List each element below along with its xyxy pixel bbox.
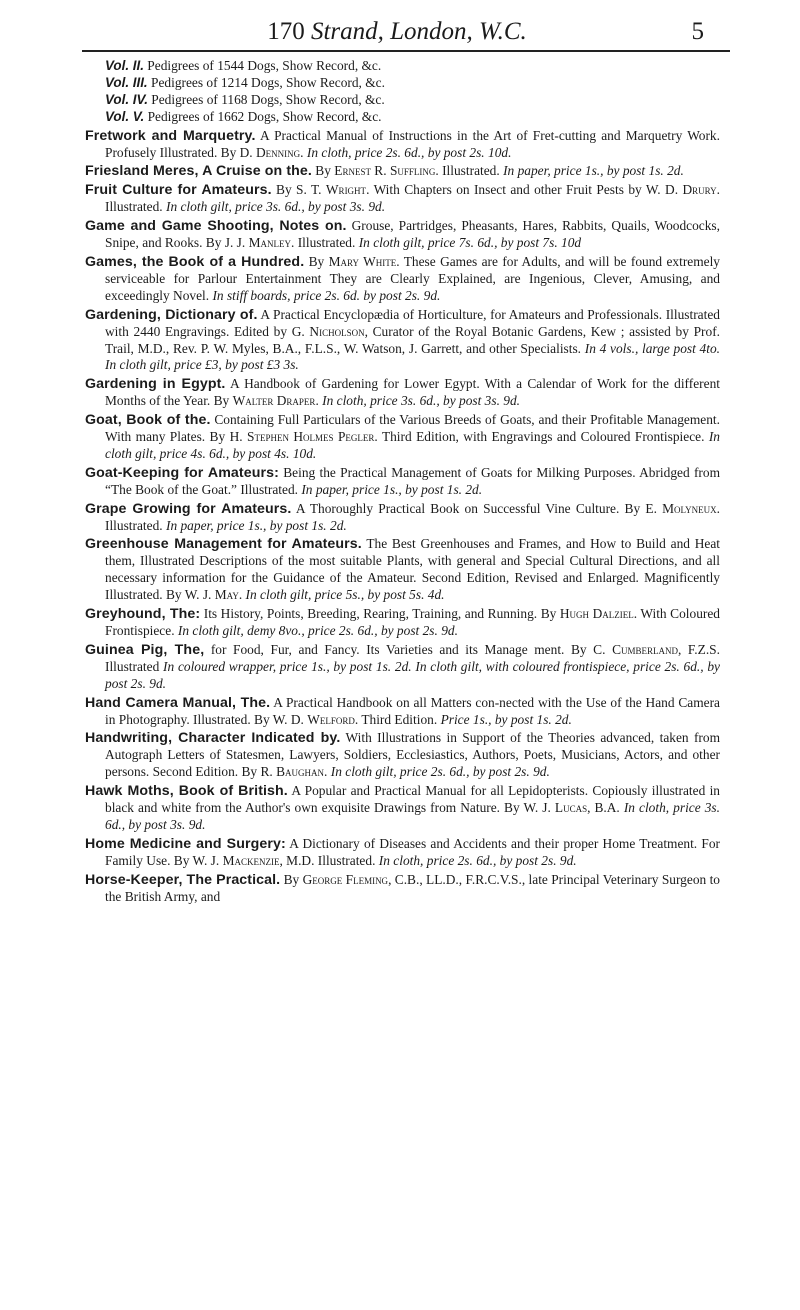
entry-headword: Goat-Keeping for Amateurs: [85,464,279,481]
entry-description: . [324,764,331,780]
entry-headword: Greyhound, The: [85,606,201,623]
catalogue-entry [85,465,720,499]
catalogue-entry [85,218,720,252]
entry-description: Its History, Points, Breeding, Rearing, Training, and Running. By [200,606,560,622]
page-title-prefix: 170 [267,18,305,45]
page-title-address: Strand, London, W.C. [310,18,527,45]
volume-line [85,109,720,126]
entry-description: Grouse, Partridges, Pheasants, Hares, Rabbits, Quails, Woodcocks, Snipe, and Rooks. By J. J. [105,218,720,251]
entry-author: Nicholson [309,323,365,339]
entry-author: Wright [325,182,367,198]
entry-price: In paper, price 1s., by post 1s. 2d. [165,517,347,533]
volume-label: Vol. III. [105,74,148,90]
catalogue-entry [85,872,720,906]
entry-price: In cloth, price 3s. 6d., by post 3s. 9d. [105,800,720,832]
entry-author: Molyneux [662,500,717,516]
entry-author: Ernest R. Suffling [334,163,436,179]
catalogue-entry [85,536,720,604]
entry-description: . [315,393,323,409]
volume-line [85,58,720,75]
entry-description: A Thoroughly Practical Book on Successful Vine Culture. By E. [291,500,663,516]
entry-headword: Guinea Pig, The, [85,641,205,658]
volume-text: Pedigrees of 1662 Dogs, Show Record, &c. [147,108,382,124]
entry-price: In cloth, price 2s. 6d., by post 2s. 10d. [306,144,512,160]
volume-label: Vol. V. [105,108,145,124]
volume-text: Pedigrees of 1168 Dogs, Show Record, &c. [151,91,385,107]
catalogue-entry [85,606,720,640]
entry-description: . These Games are for Adults, and will be found extremely serviceable for Parlour Entertainment They are Clearly Explained, are Ingenious, Clever, Amusing, and exceedingly Novel. [105,253,720,303]
page-number: 5 [691,18,704,45]
entry-description: A Dictionary of Diseases and Accidents and their proper Home Treatment. For Family Use. By W. J. [105,835,720,868]
entry-description: . [300,144,307,160]
entry-price: Price 1s., by post 1s. 2d. [440,711,572,727]
running-head [90,14,704,50]
entry-author: May [214,587,239,603]
entry-description: . Third Edition. [354,711,441,727]
entry-description: Containing Full Particulars of the Various Breeds of Goats, and their Profitable Management. With many Plates. By H. [105,412,721,445]
entry-headword: Friesland Meres, A Cruise on the. [85,163,312,180]
catalogue-entry [85,254,720,305]
catalogue-entry [85,836,720,870]
entry-author: Baughan [276,764,325,780]
catalogue-entry [85,412,720,463]
entry-author: Manley [248,235,291,251]
catalogue-entry [85,128,720,162]
entry-description: With Illustrations in Support of the Theories advanced, taken from Autograph Letters of Statesmen, Lawyers, Soldiers, Ecclesiastics, Authors, Poets, Musicians, Actors, and other persons. Second Edition. By R. [105,730,720,780]
entry-description: By S. T. [271,182,326,198]
entry-headword: Fretwork and Marquetry. [85,127,256,144]
entry-description: By [280,871,303,887]
entry-headword: Goat, Book of the. [85,412,211,429]
entry-price: In cloth gilt, price 7s. 6d., by post 7s. 10d [358,235,582,251]
entry-description: By [304,253,329,269]
entry-headword: Handwriting, Character Indicated by. [85,730,341,747]
page-title [90,18,704,46]
entry-price: In cloth, price 3s. 6d., by post 3s. 9d. [322,393,521,409]
entry-headword: Hand Camera Manual, The. [85,694,271,711]
entry-description: A Practical Encyclopædia of Horticulture, for Amateurs and Professionals. Illustrated with 2440 Engravings. Edited by G. [105,306,720,339]
entry-author: Lucas [554,800,588,816]
entry-headword: Gardening, Dictionary of. [85,306,258,323]
volume-text: Pedigrees of 1214 Dogs, Show Record, &c. [151,74,385,90]
entry-description: . Illustrated. [105,500,720,533]
catalogue-entry [85,501,720,535]
entry-description: Being the Practical Management of Goats for Milking Purposes. Abridged from “The Book of the Goat.” Illustrated. [105,464,720,497]
entry-price: In cloth gilt, demy 8vo., price 2s. 6d., by post 2s. 9d. [177,623,458,638]
entry-description: A Practical Manual of Instructions in the Art of Fret-cutting and Marquetry Work. Profusely Illustrated. By D. [105,127,720,160]
entry-description: . Illustrated. [291,235,359,251]
entry-description: A Practical Handbook on all Matters con-nected with the Use of the Hand Camera in Photography. Illustrated. By W. D. [105,694,721,727]
catalogue-entry [85,163,720,180]
entry-price: In coloured wrapper, price 1s., by post 1s. 2d. In cloth gilt, with coloured frontispiece, price 2s. 6d., by post 2s. 9d. [105,658,720,691]
entry-headword: Greenhouse Management for Amateurs. [85,536,362,553]
entry-headword: Horse-Keeper, The Practical. [85,871,281,888]
entry-description: . Illustrated. [435,163,504,179]
entry-author: Stephen Holmes Pegler [247,429,375,445]
entry-headword: Home Medicine and Surgery: [85,835,286,852]
entry-price: In cloth gilt, price 3s. 6d., by post 3s. 9d. [165,199,386,215]
volume-label: Vol. IV. [105,91,148,107]
entry-description: , B.A. [587,800,624,816]
entry-description: . With Coloured Frontispiece. [105,606,720,638]
volume-label: Vol. II. [105,58,144,73]
header-rule [82,50,730,52]
entry-author: Hugh Dalziel [559,606,634,622]
entry-headword: Games, the Book of a Hundred. [85,253,305,270]
volume-line [85,75,720,92]
entry-price: In cloth gilt, price 2s. 6d., by post 2s. 9d. [330,764,550,780]
entry-description: A Popular and Practical Manual for all Lepidopterists. Copiously illustrated in black and white from the Author's own exquisite Drawings from Nature. By W. J. [105,783,720,816]
entry-author: Mary White [328,253,397,269]
volume-line [85,92,720,109]
catalogue-entry [85,730,720,781]
catalogue-entry [85,307,720,375]
entry-price: In cloth gilt, price 4s. 6d., by post 4s. 10d. [105,429,720,461]
entry-headword: Gardening in Egypt. [85,376,226,393]
entry-description: for Food, Fur, and Fancy. Its Varieties and its Manage ment. By C. [204,641,613,657]
entry-price: In cloth gilt, price 5s., by post 5s. 4d. [245,587,445,603]
entry-author: Denning [256,144,301,160]
entry-author: Welford [307,711,355,727]
entry-description: . Illustrated. [105,182,720,215]
entry-description: . With Chapters on Insect and other Fruit Pests by W. D. [366,182,683,198]
entry-price: In paper, price 1s., by post 1s. 2d. [301,481,483,497]
catalogue-entry [85,783,720,834]
entry-description: , C.B., LL.D., F.R.C.V.S., late Principal Veterinary Surgeon to the British Army, and [105,871,720,904]
catalogue-entry [85,376,720,410]
entry-description: The Best Greenhouses and Frames, and How to Build and Heat them, Illustrated Descriptions of the most suitable Plants, with general and Special Cultural Directions, and all necessary information for the Guidance of the Amateur. Second Edition, Revised and Enlarged. Magnificently Illustrated. By W. J. [105,536,720,603]
volume-text: Pedigrees of 1544 Dogs, Show Record, &c. [147,58,382,73]
entry-price: In cloth, price 2s. 6d., by post 2s. 9d. [378,852,577,868]
catalogue-listing [85,58,720,908]
entry-description: . Third Edition, with Engravings and Coloured Frontispiece. [374,429,709,445]
entry-author: Walter Draper [232,393,316,409]
entry-price: In 4 vols., large post 4to. In cloth gilt, price £3, by post £3 3s. [105,340,720,373]
entry-headword: Fruit Culture for Amateurs. [85,182,272,199]
entry-description: , Curator of the Royal Botanic Gardens, Kew ; assisted by Prof. Trail, M.D., Rev. P. W. Myles, B.A., F.L.S., W. Watson, J. Garrett, and other Specialists. [105,323,720,356]
entry-description: . [238,587,246,603]
entry-author: Cumberland [612,641,678,657]
entry-price: In paper, price 1s., by post 1s. 2d. [503,163,684,179]
entry-description: A Handbook of Gardening for Lower Egypt. With a Calendar of Work for the different Months of the Year. By [105,376,720,409]
entry-headword: Grape Growing for Amateurs. [85,500,292,517]
catalogue-entry [85,182,720,216]
entry-description: By [311,163,335,179]
entry-description: , F.Z.S. Illustrated [105,641,720,674]
entry-author: George Fleming [302,871,389,887]
entry-price: In stiff boards, price 2s. 6d. by post 2s. 9d. [212,287,441,303]
entry-headword: Hawk Moths, Book of British. [85,783,288,800]
entry-author: Drury [682,182,717,198]
entry-headword: Game and Game Shooting, Notes on. [85,218,347,235]
entry-author: Mackenzie [222,852,280,868]
entry-description: , M.D. Illustrated. [279,852,379,868]
catalogue-entry [85,695,720,729]
catalogue-entry [85,642,720,693]
